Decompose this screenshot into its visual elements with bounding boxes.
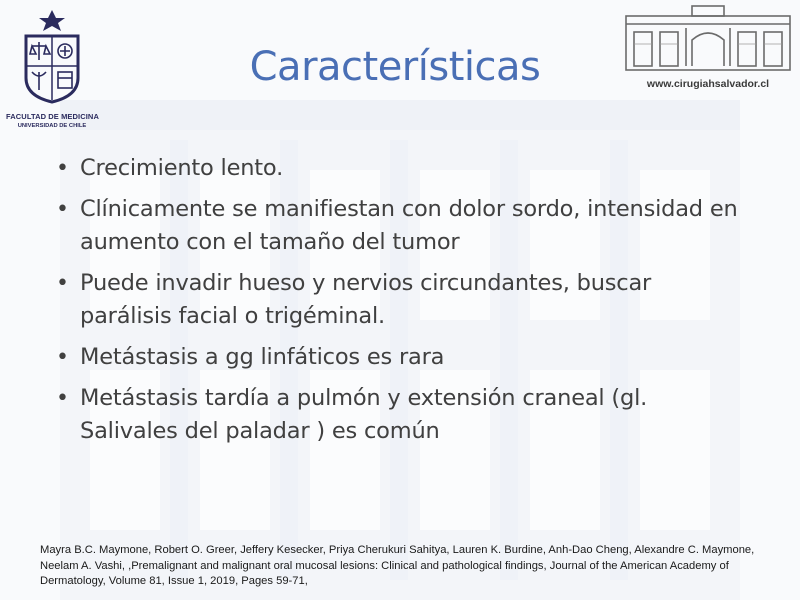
bullet-text: Puede invadir hueso y nervios circundantes, buscar parálisis facial o trigéminal. bbox=[80, 270, 652, 329]
bullet-text: Crecimiento lento. bbox=[80, 155, 284, 181]
university-name: UNIVERSIDAD DE CHILE bbox=[17, 123, 87, 129]
bullet-item bbox=[56, 382, 746, 448]
bullet-item bbox=[56, 267, 746, 333]
bullet-item bbox=[56, 152, 746, 185]
bullet-list bbox=[56, 152, 746, 456]
bullet-text: Metástasis a gg linfáticos es rara bbox=[80, 344, 445, 370]
faculty-logo bbox=[6, 8, 98, 132]
bullet-icon: • bbox=[56, 345, 69, 370]
university-crest-icon bbox=[20, 8, 84, 104]
citation-reference: Mayra B.C. Maymone, Robert O. Greer, Jeffery Kesecker, Priya Cherukuri Sahitya, Lauren K. Burdine, Anh-Dao Cheng, Alexandre C. Maymone, Neelam A. Vashi, ,Premalignant and malignant oral mucosal lesions: Clinical and pathological findings, Journal of the American Academy of Dermatology, Volume 81, Issue 1, 2019, Pages 59-71, bbox=[40, 544, 755, 587]
faculty-name: FACULTAD DE MEDICINA bbox=[6, 112, 99, 121]
slide-title: Características bbox=[249, 44, 541, 90]
bullet-icon: • bbox=[56, 197, 69, 222]
hospital-website-link[interactable]: www.cirugiahsalvador.cl bbox=[646, 78, 770, 90]
bullet-item bbox=[56, 193, 746, 259]
bullet-item bbox=[56, 341, 746, 374]
bullet-icon: • bbox=[56, 156, 69, 181]
bullet-text: Clínicamente se manifiestan con dolor sordo, intensidad en aumento con el tamaño del tumor bbox=[80, 196, 738, 255]
bullet-icon: • bbox=[56, 386, 69, 411]
bullet-icon: • bbox=[56, 271, 69, 296]
bullet-text: Metástasis tardía a pulmón y extensión craneal (gl. Salivales del paladar ) es común bbox=[80, 385, 648, 444]
